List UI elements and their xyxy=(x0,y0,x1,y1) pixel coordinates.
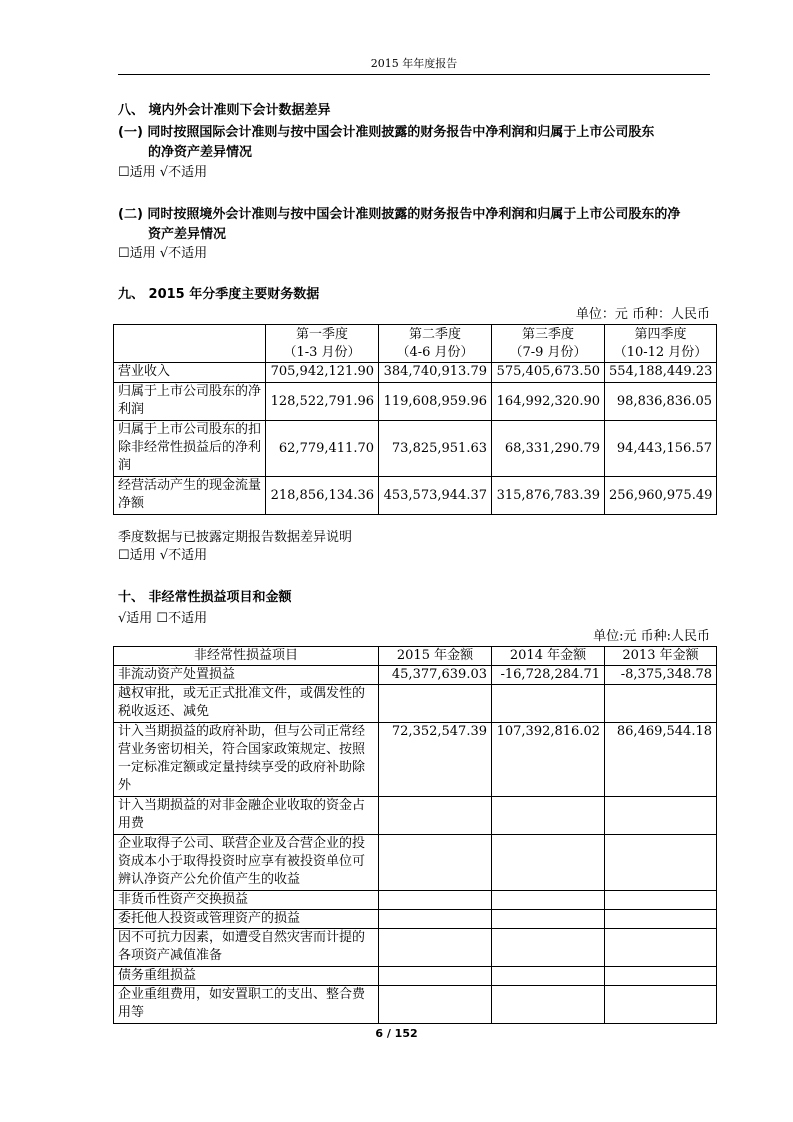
row-label: 委托他人投资或管理资产的损益 xyxy=(114,910,379,929)
cell-value xyxy=(492,835,605,891)
section-9-title: 九、 2015 年分季度主要财务数据 xyxy=(118,287,320,302)
section-10-title: 十、 非经常性损益项目和金额 xyxy=(118,590,292,605)
cell-value: 98,836,836.05 xyxy=(605,383,717,421)
cell-value xyxy=(605,910,717,929)
header-divider xyxy=(118,74,710,75)
cell-value: 94,443,156.57 xyxy=(605,421,717,477)
cell-value: 68,331,290.79 xyxy=(492,421,605,477)
cell-value xyxy=(605,891,717,910)
row-label: 企业取得子公司、联营企业及合营企业的投资成本小于取得投资时应享有被投资单位可辨认净资产公允价值产生的收益 xyxy=(114,835,379,891)
row-label: 因不可抗力因素，如遭受自然灾害而计提的各项资产减值准备 xyxy=(114,929,379,967)
table-row xyxy=(114,363,717,383)
cell-value xyxy=(492,910,605,929)
cell-value xyxy=(379,929,492,967)
column-header: 2015 年金额 xyxy=(379,647,492,666)
row-label: 归属于上市公司股东的扣除非经常性损益后的净利润 xyxy=(114,421,266,477)
cell-value xyxy=(605,797,717,835)
cell-value xyxy=(492,929,605,967)
table-row xyxy=(114,967,717,986)
section-10-unit: 单位:元 币种:人民币 xyxy=(593,629,710,644)
cell-value xyxy=(379,967,492,986)
cell-value xyxy=(605,967,717,986)
row-label: 经营活动产生的现金流量净额 xyxy=(114,477,266,515)
cell-value xyxy=(379,797,492,835)
quarter-header: 第一季度 （1-3 月份） xyxy=(266,325,379,363)
cell-value xyxy=(492,797,605,835)
non-recurring-header-row xyxy=(114,647,717,666)
quarterly-table xyxy=(113,324,717,515)
quarterly-header-row xyxy=(114,325,717,363)
cell-value: 128,522,791.96 xyxy=(266,383,379,421)
cell-value: 256,960,975.49 xyxy=(605,477,717,515)
row-label: 企业重组费用，如安置职工的支出、整合费用等 xyxy=(114,986,379,1024)
section-8-sub1-line1: (一) 同时按照国际会计准则与按中国会计准则披露的财务报告中净利润和归属于上市公司股东 xyxy=(118,125,655,140)
table-row xyxy=(114,685,717,723)
row-label: 债务重组损益 xyxy=(114,967,379,986)
cell-value: 218,856,134.36 xyxy=(266,477,379,515)
cell-value xyxy=(492,685,605,723)
quarterly-header-blank xyxy=(114,325,266,363)
cell-value: 705,942,121.90 xyxy=(266,363,379,383)
table-row xyxy=(114,929,717,967)
cell-value xyxy=(379,685,492,723)
column-header: 2013 年金额 xyxy=(605,647,717,666)
table-row xyxy=(114,421,717,477)
row-label: 计入当期损益的政府补助，但与公司正常经营业务密切相关，符合国家政策规定、按照一定标准定额或定量持续享受的政府补助除外 xyxy=(114,723,379,797)
cell-value: 453,573,944.37 xyxy=(379,477,492,515)
section-8-sub2-options: ☐适用 √不适用 xyxy=(118,246,208,261)
cell-value xyxy=(492,986,605,1024)
table-row xyxy=(114,477,717,515)
cell-value: 45,377,639.03 xyxy=(379,666,492,685)
cell-value: -8,375,348.78 xyxy=(605,666,717,685)
quarter-header: 第四季度 （10-12 月份） xyxy=(605,325,717,363)
quarterly-note-options: ☐适用 √不适用 xyxy=(118,548,208,563)
cell-value xyxy=(379,835,492,891)
cell-value: 554,188,449.23 xyxy=(605,363,717,383)
row-label: 非流动资产处置损益 xyxy=(114,666,379,685)
section-8-sub2-line2: 资产差异情况 xyxy=(148,227,227,242)
quarter-header: 第三季度 （7-9 月份） xyxy=(492,325,605,363)
cell-value: 107,392,816.02 xyxy=(492,723,605,797)
cell-value: 315,876,783.39 xyxy=(492,477,605,515)
cell-value xyxy=(605,986,717,1024)
cell-value: -16,728,284.71 xyxy=(492,666,605,685)
section-8-sub2-line1: (二) 同时按照境外会计准则与按中国会计准则披露的财务报告中净利润和归属于上市公司股东的净 xyxy=(118,207,681,222)
table-row xyxy=(114,910,717,929)
cell-value: 62,779,411.70 xyxy=(266,421,379,477)
cell-value xyxy=(605,929,717,967)
table-row xyxy=(114,891,717,910)
cell-value xyxy=(379,910,492,929)
section-9-unit: 单位：元 币种：人民币 xyxy=(575,307,710,322)
cell-value xyxy=(492,967,605,986)
section-8-sub2 xyxy=(118,205,718,245)
cell-value: 164,992,320.90 xyxy=(492,383,605,421)
row-label: 非货币性资产交换损益 xyxy=(114,891,379,910)
cell-value: 72,352,547.39 xyxy=(379,723,492,797)
cell-value: 86,469,544.18 xyxy=(605,723,717,797)
cell-value xyxy=(605,835,717,891)
table-row xyxy=(114,723,717,797)
section-8-sub1 xyxy=(118,123,718,163)
table-row xyxy=(114,835,717,891)
quarter-header: 第二季度 （4-6 月份） xyxy=(379,325,492,363)
row-label: 营业收入 xyxy=(114,363,266,383)
table-row xyxy=(114,986,717,1024)
cell-value: 384,740,913.79 xyxy=(379,363,492,383)
cell-value xyxy=(379,986,492,1024)
column-header: 2014 年金额 xyxy=(492,647,605,666)
cell-value xyxy=(379,891,492,910)
cell-value: 119,608,959.96 xyxy=(379,383,492,421)
cell-value: 575,405,673.50 xyxy=(492,363,605,383)
column-header: 非经常性损益项目 xyxy=(114,647,379,666)
row-label: 归属于上市公司股东的净利润 xyxy=(114,383,266,421)
quarterly-note: 季度数据与已披露定期报告数据差异说明 xyxy=(118,530,353,545)
page-header: 2015 年年度报告 xyxy=(370,57,458,70)
section-8-sub1-options: ☐适用 √不适用 xyxy=(118,165,208,180)
non-recurring-table xyxy=(113,646,717,1024)
table-row xyxy=(114,666,717,685)
row-label: 越权审批，或无正式批准文件，或偶发性的税收返还、减免 xyxy=(114,685,379,723)
section-10-options: √适用 ☐不适用 xyxy=(118,611,208,626)
cell-value xyxy=(605,685,717,723)
row-label: 计入当期损益的对非金融企业收取的资金占用费 xyxy=(114,797,379,835)
section-8-title: 八、 境内外会计准则下会计数据差异 xyxy=(118,103,331,118)
page-number: 6 / 152 xyxy=(375,1027,418,1040)
cell-value: 73,825,951.63 xyxy=(379,421,492,477)
table-row xyxy=(114,383,717,421)
section-8-sub1-line2: 的净资产差异情况 xyxy=(148,145,253,160)
cell-value xyxy=(492,891,605,910)
table-row xyxy=(114,797,717,835)
